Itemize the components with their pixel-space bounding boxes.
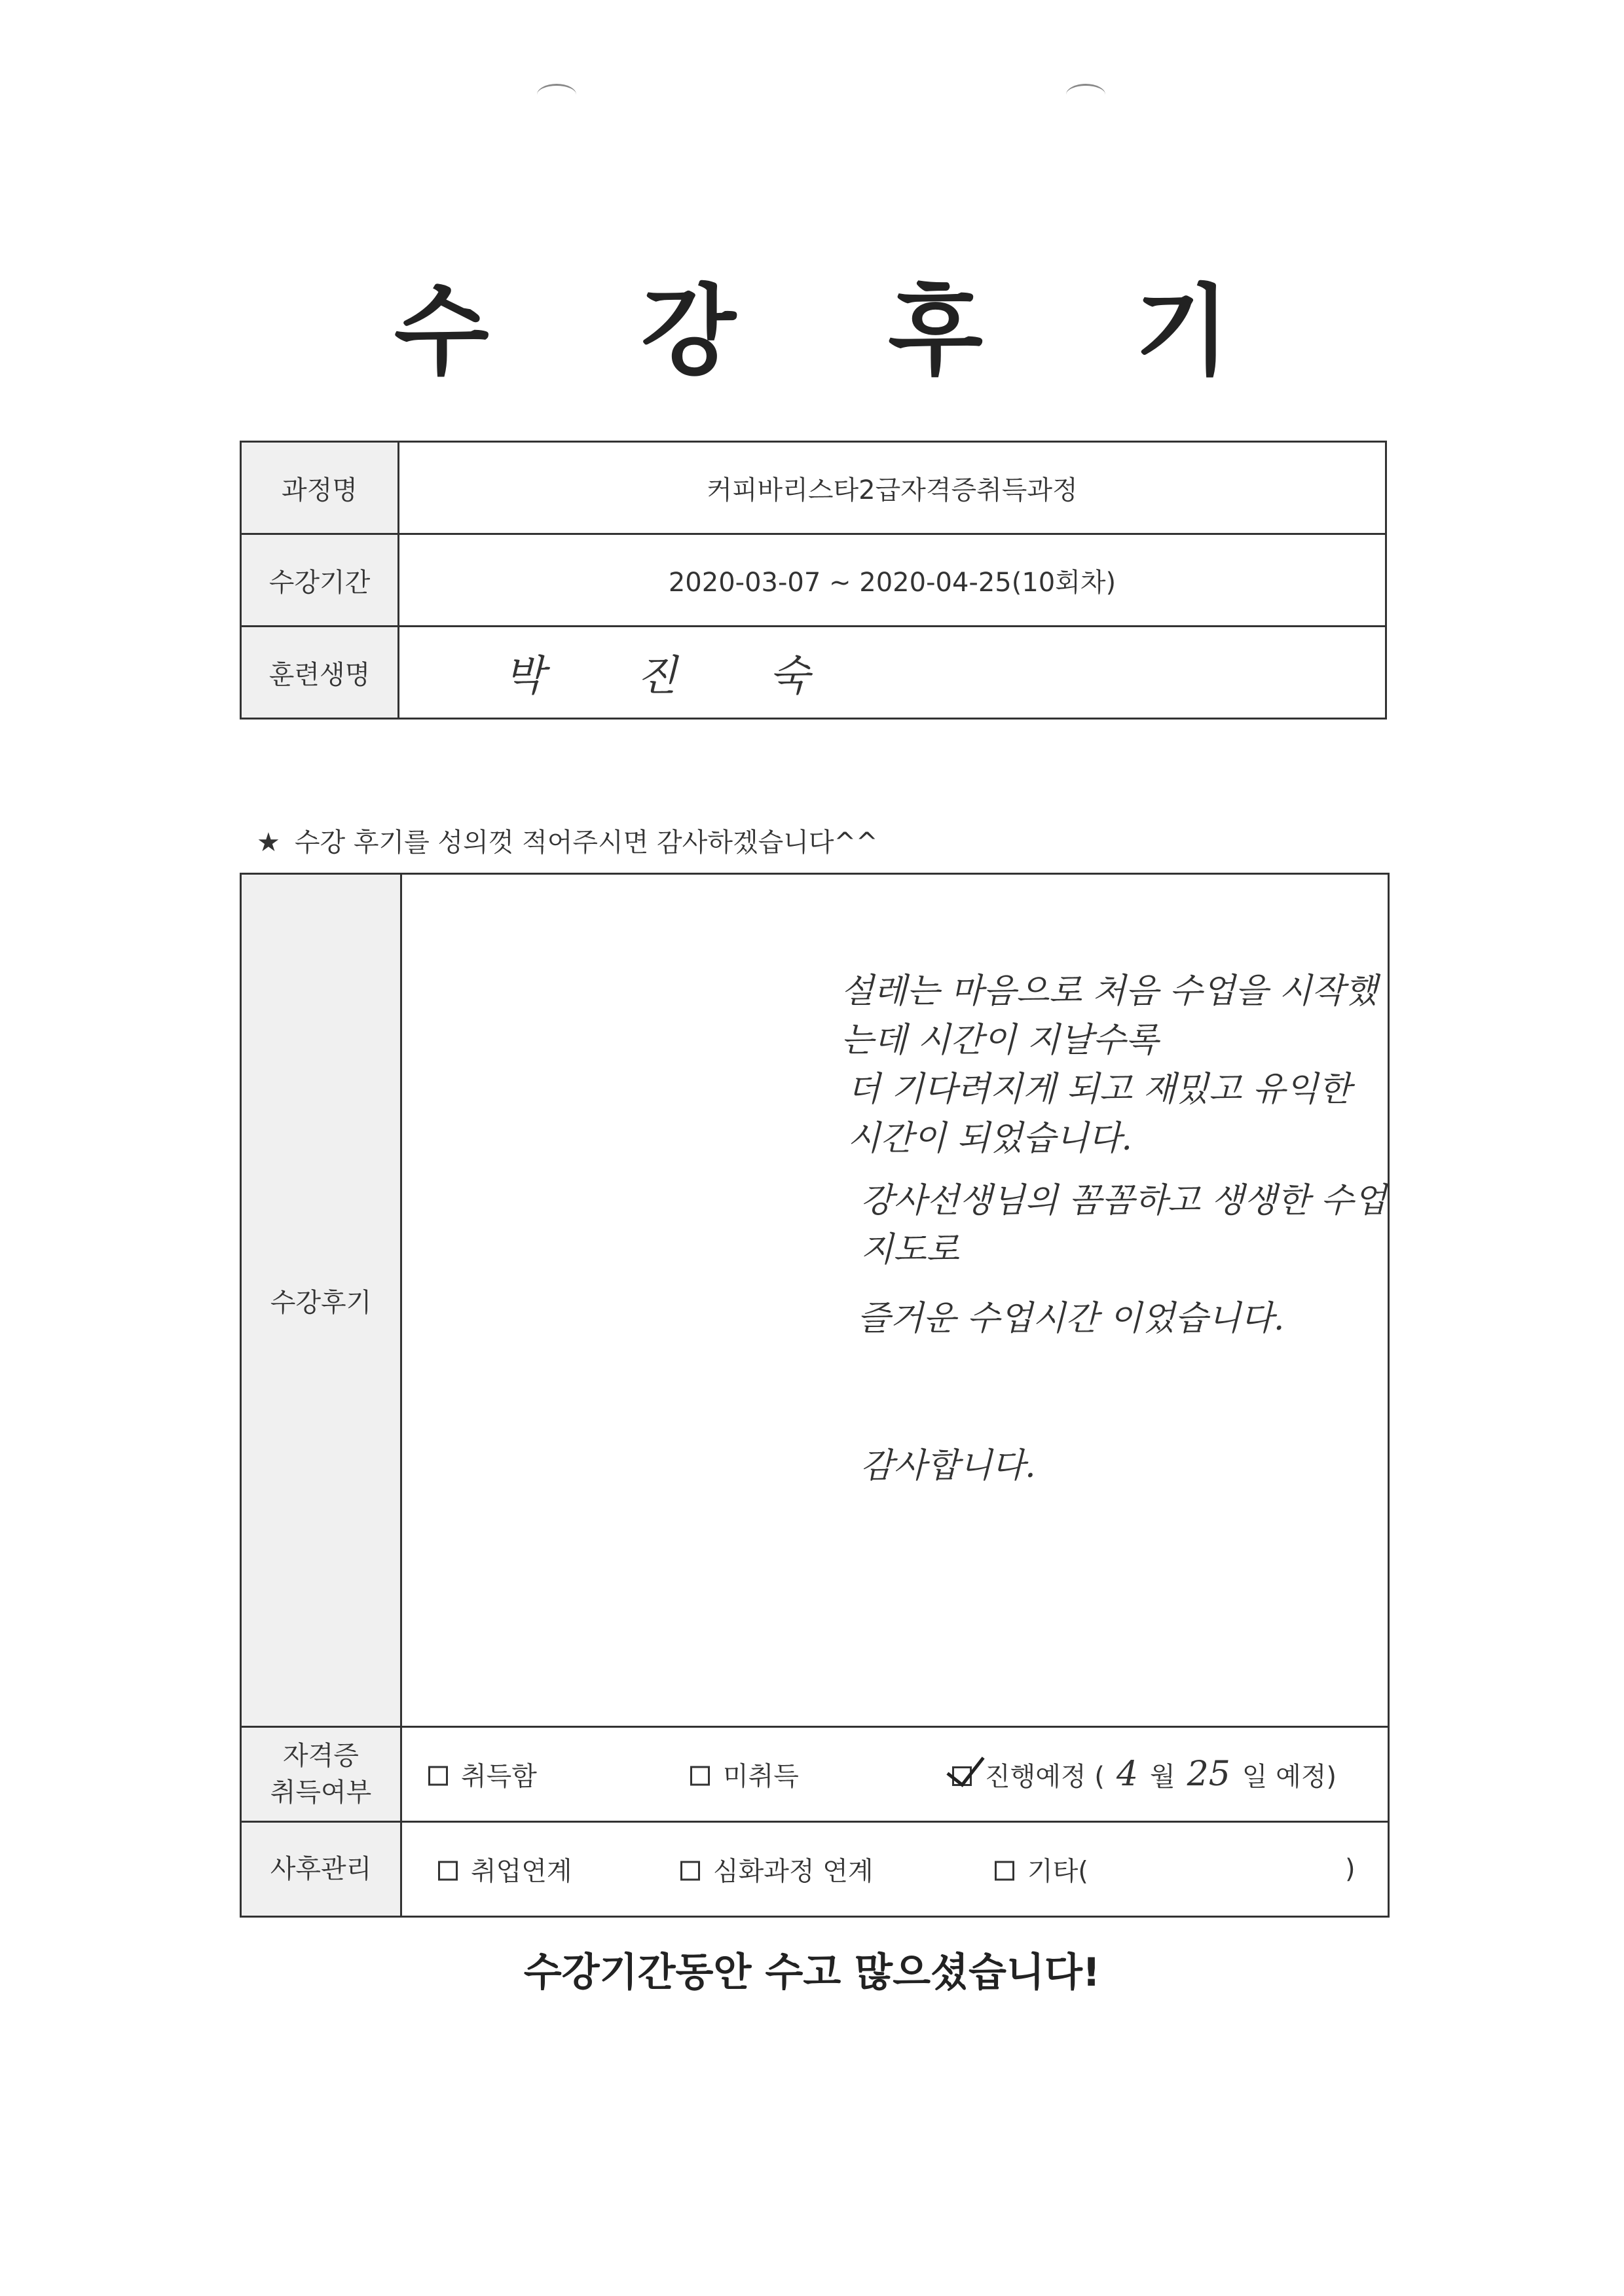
month-unit: 월	[1149, 1762, 1175, 1792]
checkbox-acquired[interactable]	[428, 1766, 448, 1786]
punch-hole-left	[537, 84, 576, 105]
month-handwritten: 4	[1116, 1755, 1138, 1794]
day-suffix: 일 예정)	[1242, 1762, 1337, 1792]
option-not-acquired[interactable]	[690, 1756, 799, 1793]
day-handwritten: 25	[1187, 1755, 1230, 1794]
aftercare-label: 사후관리	[241, 1822, 401, 1917]
review-line-1: 설레는 마음으로 처음 수업을 시작했는데 시간이 지날수록	[841, 972, 1378, 1060]
certificate-options	[401, 1727, 1389, 1822]
course-info-table	[240, 441, 1387, 720]
review-line-5: 감사합니다.	[860, 1446, 1036, 1485]
option-not-acquired-label: 미취득	[723, 1761, 799, 1792]
certificate-row	[241, 1727, 1389, 1822]
option-acquired[interactable]	[428, 1756, 537, 1793]
review-content	[401, 874, 1389, 1727]
star-icon: ★	[257, 828, 280, 858]
option-in-progress[interactable]	[952, 1755, 1337, 1794]
trainee-label: 훈련생명	[241, 627, 399, 719]
certificate-label	[241, 1727, 401, 1822]
option-other-close: )	[1345, 1854, 1356, 1884]
option-employment[interactable]	[438, 1851, 572, 1888]
review-line-3: 강사선생님의 꼼꼼하고 생생한 수업 지도로	[860, 1181, 1387, 1269]
review-label: 수강후기	[241, 874, 401, 1727]
course-row	[241, 442, 1386, 534]
option-other-label: 기타(	[1027, 1856, 1088, 1887]
period-value: 2020-03-07 ~ 2020-04-25(10회차)	[399, 534, 1386, 627]
course-label: 과정명	[241, 442, 399, 534]
checkbox-other[interactable]	[995, 1861, 1014, 1881]
certificate-label-line2: 취득여부	[270, 1777, 372, 1808]
aftercare-options	[401, 1822, 1389, 1917]
checkbox-advanced-course[interactable]	[680, 1861, 700, 1881]
instruction-text: 수강 후기를 성의껏 적어주시면 감사하겠습니다^^	[294, 828, 878, 858]
trainee-name-handwritten: 박 진 숙	[399, 627, 1386, 719]
punch-hole-right	[1066, 84, 1105, 105]
checkbox-in-progress-checked[interactable]	[952, 1766, 972, 1786]
period-label: 수강기간	[241, 534, 399, 627]
review-row	[241, 874, 1389, 1727]
course-value: 커피바리스타2급자격증취득과정	[399, 442, 1386, 534]
option-acquired-label: 취득함	[461, 1761, 537, 1792]
period-row	[241, 534, 1386, 627]
trainee-row	[241, 627, 1386, 719]
review-line-4: 즐거운 수업시간 이었습니다.	[857, 1299, 1285, 1338]
closing-message: 수강기간동안 수고 많으셨습니다!	[523, 1950, 1101, 1995]
option-in-progress-label: 진행예정 (	[985, 1762, 1105, 1792]
certificate-label-line1: 자격증	[283, 1741, 359, 1771]
checkbox-not-acquired[interactable]	[690, 1766, 710, 1786]
option-other[interactable]	[995, 1851, 1088, 1888]
option-advanced-course-label: 심화과정 연계	[713, 1856, 874, 1887]
option-employment-label: 취업연계	[471, 1856, 572, 1887]
checkbox-employment[interactable]	[438, 1861, 458, 1881]
option-advanced-course[interactable]	[680, 1851, 874, 1888]
review-table	[240, 873, 1390, 1918]
review-line-2: 더 기다려지게 되고 재밌고 유익한 시간이 되었습니다.	[847, 1070, 1352, 1158]
aftercare-row	[241, 1822, 1389, 1917]
instruction-note	[257, 822, 878, 859]
page-title: 수 강 후 기	[394, 275, 1289, 389]
